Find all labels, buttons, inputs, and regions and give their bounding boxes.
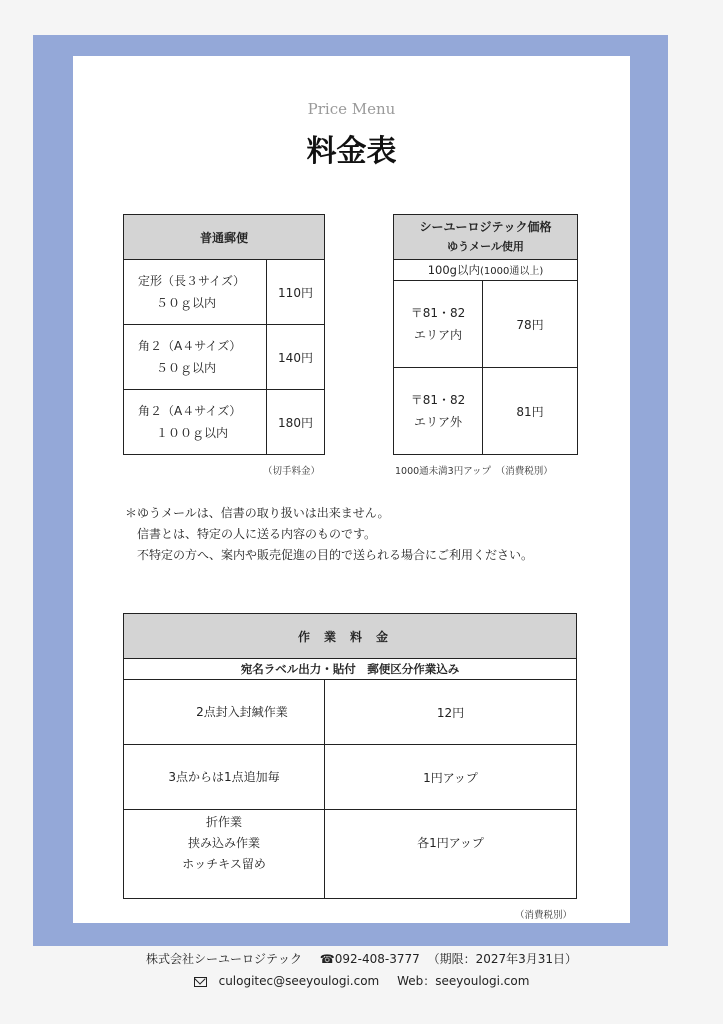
footer-web-line [0,972,723,989]
page-border [33,35,668,946]
weight-limit-row: 100g以内(1000通以上) [394,260,578,281]
company-name: 株式会社シーユーロジテック [145,952,302,966]
yu-mail-notes [125,503,533,566]
work-fee-note: （消費税別） [515,910,573,921]
seeyou-price-table [393,214,578,455]
mail-icon [194,977,207,987]
price-cell: 78円 [483,281,578,368]
note-line: 不特定の方へ、案内や販売促進の目的で送られる場合にご利用ください。 [125,548,534,562]
table-row [124,745,577,810]
email-link[interactable]: culogitec@seeyoulogi.com [218,974,380,988]
size-description: 定形（長３サイズ） ５０ｇ以内 [124,260,267,325]
table-row [124,325,325,390]
page-title: 料金表 [306,134,397,169]
phone-icon: ☎ [319,952,335,966]
regular-mail-table [123,214,325,455]
work-label: 3点からは1点追加毎 [124,745,325,810]
table-row [124,810,577,899]
page-subtitle: Price Menu [307,100,396,118]
price-sheet [73,56,630,923]
area-description: 〒81・82 エリア外 [394,368,483,455]
work-fee-subheader: 宛名ラベル出力・貼付 郵便区分作業込み [124,659,577,680]
note-line: 信書とは、特定の人に送る内容のものです。 [125,527,377,541]
table-row [124,390,325,455]
work-price: 1円アップ [325,745,577,810]
area-description: 〒81・82 エリア内 [394,281,483,368]
size-description: 角２（A４サイズ） １００ｇ以内 [124,390,267,455]
price-cell: 81円 [483,368,578,455]
work-price: 各1円アップ [325,810,577,899]
note-line: ＊ゆうメールは、信書の取り扱いは出来ません。 [125,506,390,520]
work-fee-header: 作業料金 [124,614,577,659]
regular-mail-header: 普通郵便 [124,215,325,260]
price-cell: 110円 [267,260,325,325]
web-label: Web： [397,974,436,988]
price-cell: 140円 [267,325,325,390]
validity-period: （期限：2027年3月31日） [427,952,578,966]
table-row [124,260,325,325]
footer-contact-line [0,950,723,967]
price-cell: 180円 [267,390,325,455]
web-link[interactable]: seeyoulogi.com [435,974,530,988]
table-row [124,680,577,745]
work-label: 折作業 挟み込み作業 ホッチキス留め [124,810,325,899]
stamp-fee-note: （切手料金） [263,466,321,477]
table-row [394,368,578,455]
work-label: 2点封入封緘作業 [124,680,325,745]
work-fee-table [123,613,577,899]
phone-number[interactable]: 092-408-3777 [334,952,420,966]
size-description: 角２（A４サイズ） ５０ｇ以内 [124,325,267,390]
table-row [394,281,578,368]
price-note: 1000通未満3円アップ （消費税別） [395,466,553,477]
seeyou-price-header: シーユーロジテック価格 ゆうメール使用 [394,215,578,260]
work-price: 12円 [325,680,577,745]
